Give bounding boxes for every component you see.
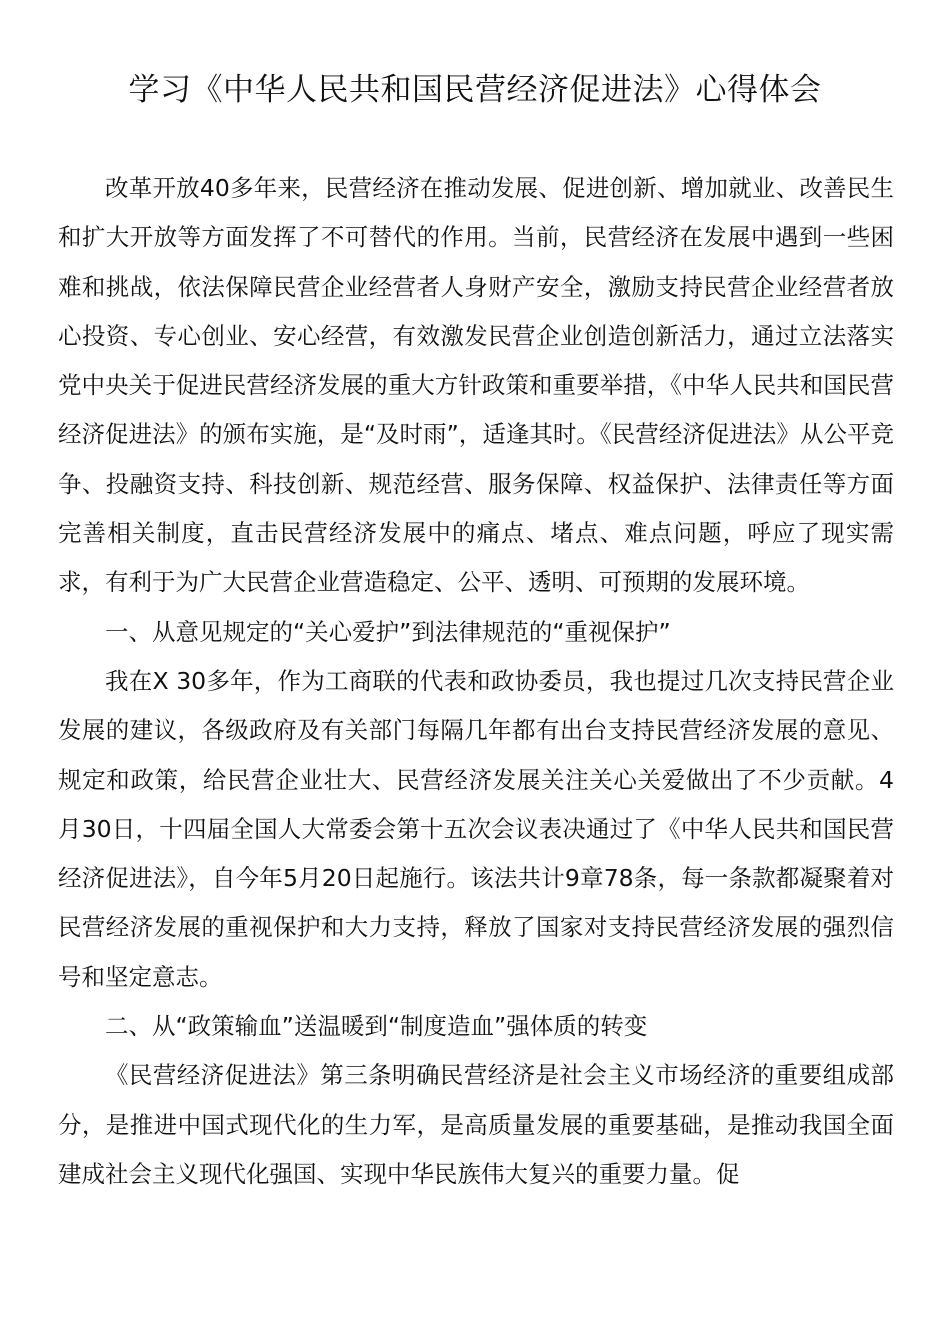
paragraph-section-2: 《民营经济促进法》第三条明确民营经济是社会主义市场经济的重要组成部分，是推进中国式现代化的生力军，是高质量发展的重要基础，是推动我国全面建成社会主义现代化强国、实现中华民族伟大复兴的重要力量。促 [58, 1061, 894, 1188]
section-heading-2: 二、从“政策输血”送温暖到“制度造血”强体质的转变 [105, 1012, 648, 1041]
paragraph-intro: 改革开放40多年来，民营经济在推动发展、促进创新、增加就业、改善民生和扩大开放等方面发挥了不可替代的作用。当前，民营经济在发展中遇到一些困难和挑战，依法保障民营企业经营者人身财产安全，激励支持民营企业经营者放心投资、专心创业、安心经营，有效激发民营企业创造创新活力，通过立法落实党中央关于促进民营经济发展的重大方针政策和重要举措，《中华人民共和国民营经济促进法》的颁布实施，是“及时雨”，适逢其时。《民营经济促进法》从公平竞争、投融资支持、科技创新、规范经营、服务保障、权益保护、法律责任等方面完善相关制度，直击民营经济发展中的痛点、堵点、难点问题，呼应了现实需求，有利于为广大民营企业营造稳定、公平、透明、可预期的发展环境。 [58, 174, 894, 597]
section-heading-1: 一、从意见规定的“关心爱护”到法律规范的“重视保护” [105, 617, 671, 646]
document-body [58, 164, 894, 1199]
paragraph-section-1: 我在X 30多年，作为工商联的代表和政协委员，我也提过几次支持民营企业发展的建议，各级政府及有关部门每隔几年都有出台支持民营经济发展的意见、规定和政策，给民营企业壮大、民营经济发展关注关心关爱做出了不少贡献。4月30日，十四届全国人大常委会第十五次会议表决通过了《中华人民共和国民营经济促进法》，自今年5月20日起施行。该法共计9章78条，每一条款都凝聚着对民营经济发展的重视保护和大力支持，释放了国家对支持民营经济发展的强烈信号和坚定意志。 [58, 666, 894, 991]
document-title: 学习《中华人民共和国民营经济促进法》心得体会 [128, 72, 822, 108]
